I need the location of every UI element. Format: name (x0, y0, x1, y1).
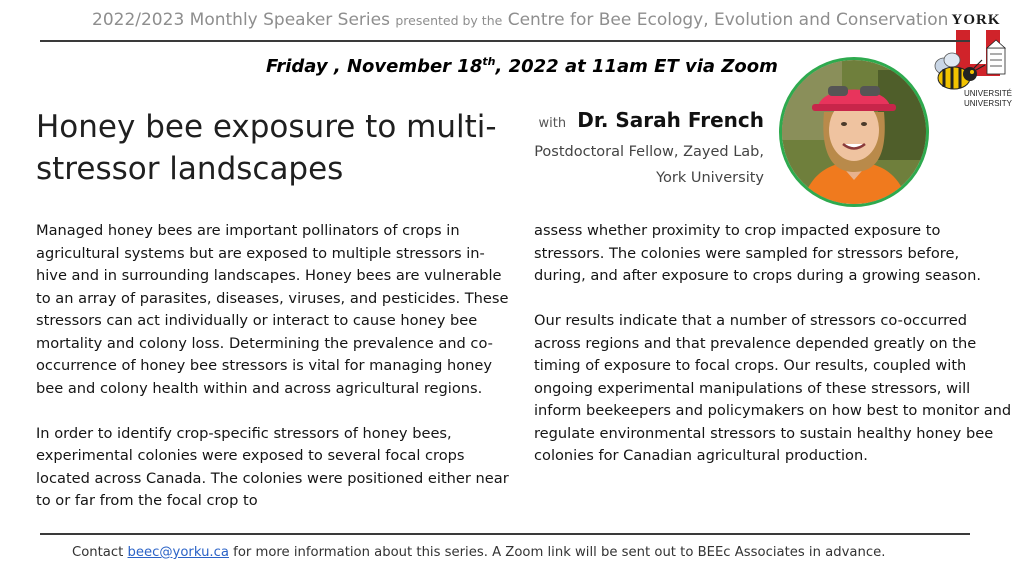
contact-footer (72, 545, 885, 560)
with-label: with (538, 116, 567, 131)
logo-university-text: UNIVERSITY (963, 99, 1013, 108)
logo-white-cut (970, 30, 986, 64)
speaker-line (539, 108, 764, 132)
abstract-left-column (36, 220, 514, 513)
top-divider (40, 40, 970, 42)
abstract-paragraph: Our results indicate that a number of stressors co-occurred across regions and that prevalence depended greatly on the timing of exposure to focal crops. Our results, coupled with ongoing experimental manipulations of these stressors, will inform beekeepers and policymakers on how best to monitor and regulate environmental stressors to sustain healthy honey bee colonies for Canadian agricultural production. (534, 312, 1012, 464)
centre-name: Centre for Bee Ecology, Evolution and Conservation (507, 10, 949, 30)
presented-by-text: presented by the (395, 13, 503, 28)
abstract-paragraph: Managed honey bees are important pollinators of crops in agricultural systems but are exposed to multiple stressors in-hive and in surrounding landscapes. Honey bees are vulnerable to an array of parasites, diseases, viruses, and pesticides. These stressors can act individually or interact to cause honey bee mortality and colony loss. Determining the prevalence and co-occurrence of honey bee stressors is vital for managing honey bee and colony health within and across agricultural regions. (36, 222, 509, 397)
contact-email-link[interactable]: beec@yorku.ca (127, 545, 229, 560)
abstract-paragraph: assess whether proximity to crop impacted exposure to stressors. The colonies were sampled for stressors before, during, and after exposure to crops during a growing season. (534, 222, 982, 284)
logo-universite-text: UNIVERSITÉ (963, 89, 1013, 98)
tower-icon (987, 40, 1005, 74)
contact-prefix: Contact (72, 545, 124, 560)
speaker-portrait-icon (782, 60, 926, 204)
series-header (92, 10, 952, 30)
abstract-right-column (534, 220, 1012, 468)
talk-title: Honey bee exposure to multi-stressor landscapes (36, 109, 497, 187)
abstract-paragraph: In order to identify crop-specific stressors of honey bees, experimental colonies were exposed to several focal crops located across Canada. The colonies were positioned either near to or far from the focal crop to (36, 424, 509, 509)
series-title: 2022/2023 Monthly Speaker Series (92, 10, 390, 30)
event-date-rest: , 2022 at 11am ET via Zoom (495, 56, 778, 77)
event-date (266, 55, 778, 77)
logo-york-text: YORK (951, 12, 1001, 28)
speaker-institution: York University (656, 170, 764, 186)
speaker-photo (779, 57, 929, 207)
event-date-main: Friday , November 18 (266, 56, 483, 77)
bottom-divider (40, 533, 970, 535)
contact-suffix: for more information about this series. A Zoom link will be sent out to BEEc Associates in advance. (233, 545, 886, 560)
event-date-suffix: th (482, 55, 496, 68)
york-university-logo (930, 8, 1022, 110)
speaker-name: Dr. Sarah French (577, 108, 764, 132)
speaker-role: Postdoctoral Fellow, Zayed Lab, (534, 144, 764, 160)
